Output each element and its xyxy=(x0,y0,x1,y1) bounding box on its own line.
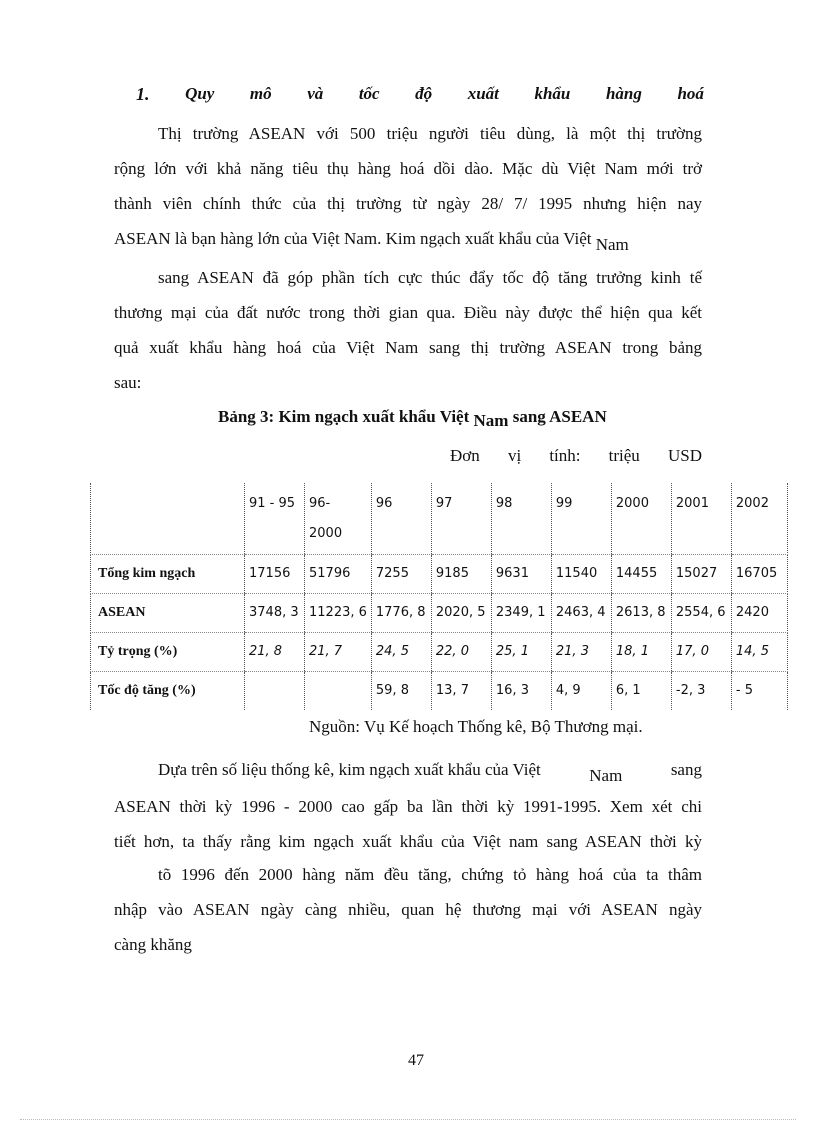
para1-line: sau: xyxy=(114,373,142,392)
table-row xyxy=(91,632,788,671)
table-cell: 9185 xyxy=(431,554,491,593)
table-cell: 59, 8 xyxy=(371,671,431,710)
table-cell: 21, 7 xyxy=(305,632,372,671)
para1-line xyxy=(114,221,629,256)
unit-word: triệu xyxy=(608,446,640,465)
table-cell: 6, 1 xyxy=(611,671,671,710)
unit-word: vị xyxy=(507,446,522,465)
para1-line: quả xuất khẩu hàng hoá của Việt Nam sang thị trường ASEAN trong bảng xyxy=(114,338,702,357)
unit-word: tính: xyxy=(549,446,581,465)
heading-word: hàng xyxy=(605,84,642,103)
table-cell: 15027 xyxy=(671,554,731,593)
heading-word: xuất xyxy=(467,84,499,103)
table-caption-subscript: Nam xyxy=(473,411,509,430)
para2-line: càng khăng xyxy=(114,935,192,954)
row-label: Tỷ trọng (%) xyxy=(91,632,245,671)
unit-word: USD xyxy=(667,446,702,465)
heading-word: khẩu xyxy=(534,84,571,103)
unit-line xyxy=(450,446,702,466)
para2-line: tõ 1996 đến 2000 hàng năm đều tăng, chứng tỏ hàng hoá của ta thâm xyxy=(158,865,702,884)
table-cell: 11223, 6 xyxy=(305,593,372,632)
heading-word: và xyxy=(307,84,324,103)
table-cell: 11540 xyxy=(551,554,611,593)
para2-line: tiết hơn, ta thấy rằng kim ngạch xuất khẩu của Việt nam sang ASEAN thời kỳ xyxy=(114,832,702,851)
heading-word: hoá xyxy=(677,84,704,103)
table-cell: 1776, 8 xyxy=(371,593,431,632)
table-header-cell: 96 xyxy=(371,483,431,554)
para1-line: thương mại của đất nước trong thời gian qua. Điều này được thể hiện qua kết xyxy=(114,303,702,322)
section-heading xyxy=(136,84,704,105)
table-row xyxy=(91,554,788,593)
table-cell: 24, 5 xyxy=(371,632,431,671)
table-header-cell: 99 xyxy=(551,483,611,554)
table-header-cell: 2001 xyxy=(671,483,731,554)
table-cell xyxy=(245,671,305,710)
table-cell: 2020, 5 xyxy=(431,593,491,632)
para2-line-subscript: Nam xyxy=(589,766,623,785)
table-cell: 2349, 1 xyxy=(491,593,551,632)
table-cell: 17156 xyxy=(245,554,305,593)
table-caption-text: Bảng 3: Kim ngạch xuất khẩu Việt xyxy=(218,407,470,426)
table-cell: 16, 3 xyxy=(491,671,551,710)
page-bottom-divider xyxy=(20,1119,796,1120)
para2-line xyxy=(158,752,702,787)
unit-word: Đơn xyxy=(450,446,480,465)
table-cell: 2613, 8 xyxy=(611,593,671,632)
row-label: ASEAN xyxy=(91,593,245,632)
table-cell: -2, 3 xyxy=(671,671,731,710)
table-header-row xyxy=(91,483,788,554)
table-cell: 4, 9 xyxy=(551,671,611,710)
table-cell: 2463, 4 xyxy=(551,593,611,632)
table-cell: 21, 3 xyxy=(551,632,611,671)
para1-line: rộng lớn với khả năng tiêu thụ hàng hoá dồi dào. Mặc dù Việt Nam mới trở xyxy=(114,159,702,178)
table-cell: 3748, 3 xyxy=(245,593,305,632)
table-cell: - 5 xyxy=(731,671,787,710)
table-row xyxy=(91,593,788,632)
table-row xyxy=(91,671,788,710)
table-cell: 9631 xyxy=(491,554,551,593)
table-header-cell: 91 - 95 xyxy=(245,483,305,554)
table-header-cell: 98 xyxy=(491,483,551,554)
para2-line: ASEAN thời kỳ 1996 - 2000 cao gấp ba lần thời kỳ 1991-1995. Xem xét chi xyxy=(114,797,702,816)
heading-word: tốc xyxy=(358,84,380,103)
table-caption-text: sang ASEAN xyxy=(512,407,607,426)
para2-line-text: sang xyxy=(670,760,702,779)
heading-word: Quy xyxy=(185,84,215,103)
table-corner-cell xyxy=(91,483,245,554)
table-cell: 14, 5 xyxy=(731,632,787,671)
table-cell: 18, 1 xyxy=(611,632,671,671)
table-cell xyxy=(305,671,372,710)
heading-word: mô xyxy=(249,84,272,103)
para1-line-subscript: Nam xyxy=(595,235,629,254)
row-label: Tổng kim ngạch xyxy=(91,554,245,593)
table-cell: 2420 xyxy=(731,593,787,632)
table-cell: 22, 0 xyxy=(431,632,491,671)
table-cell: 2554, 6 xyxy=(671,593,731,632)
source-note: Nguồn: Vụ Kế hoạch Thống kê, Bộ Thương mại. xyxy=(309,717,643,736)
para1-line: Thị trường ASEAN với 500 triệu người tiêu dùng, là một thị trường xyxy=(158,124,702,143)
export-table xyxy=(90,483,788,710)
table-cell: 17, 0 xyxy=(671,632,731,671)
para2-line-text: Dựa trên số liệu thống kê, kim ngạch xuất khẩu của Việt xyxy=(158,760,541,779)
para1-line: thành viên chính thức của thị trường từ ngày 28/ 7/ 1995 nhưng hiện nay xyxy=(114,194,702,213)
para1-line-text: ASEAN là bạn hàng lớn của Việt Nam. Kim ngạch xuất khẩu của Việt xyxy=(114,229,592,248)
table-header-cell: 2000 xyxy=(611,483,671,554)
heading-word: độ xyxy=(415,84,433,103)
table-cell: 21, 8 xyxy=(245,632,305,671)
table-header-cell: 2002 xyxy=(731,483,787,554)
para2-line: nhập vào ASEAN ngày càng nhiều, quan hệ thương mại với ASEAN ngày xyxy=(114,900,702,919)
table-cell: 16705 xyxy=(731,554,787,593)
table-caption xyxy=(218,407,607,430)
heading-number: 1. xyxy=(136,84,150,104)
row-label: Tốc độ tăng (%) xyxy=(91,671,245,710)
table-cell: 14455 xyxy=(611,554,671,593)
table-cell: 13, 7 xyxy=(431,671,491,710)
table-cell: 25, 1 xyxy=(491,632,551,671)
table-cell: 7255 xyxy=(371,554,431,593)
table-header-cell: 97 xyxy=(431,483,491,554)
page-number: 47 xyxy=(408,1052,424,1069)
table-header-cell: 96- 2000 xyxy=(305,483,372,554)
para1-line: sang ASEAN đã góp phần tích cực thúc đẩy tốc độ tăng trưởng kinh tế xyxy=(158,268,702,287)
table-cell: 51796 xyxy=(305,554,372,593)
